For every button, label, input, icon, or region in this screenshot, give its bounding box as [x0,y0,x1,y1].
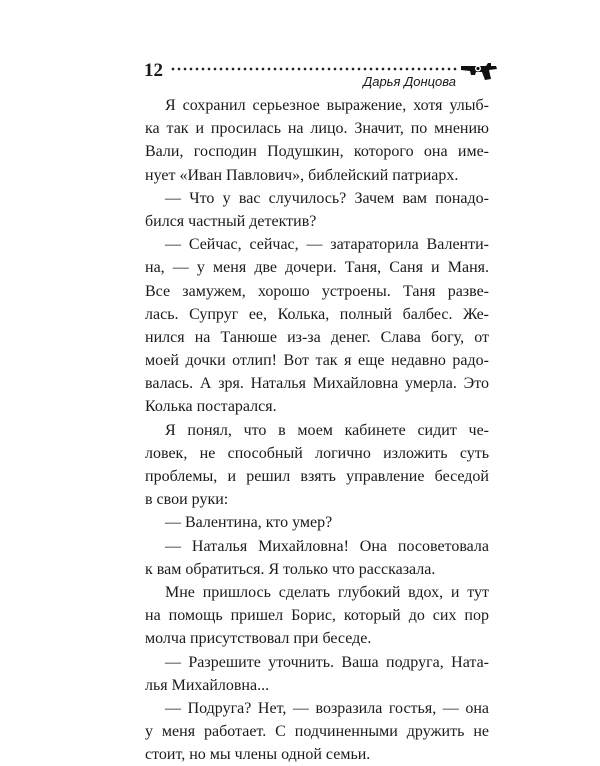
paragraph [145,419,489,512]
paragraph [145,233,489,419]
paragraph [145,581,489,651]
revolver-icon [458,58,500,82]
text-line: лья Михайловна... [145,676,270,694]
text-line: у меня работает. С подчиненными дружить не [145,723,489,741]
text-line: бился частный детектив? [145,212,317,230]
text-line: Я понял, что в моем кабинете сидит че- [165,421,489,439]
paragraph [145,697,489,766]
text-line: — Разрешите уточнить. Ваша подруга, Ната- [165,653,489,671]
running-header [144,58,500,88]
text-line: моей дочки отлип! Вот так я еще недавно радо- [145,352,489,370]
paragraph [145,535,489,581]
text-line: молча присутствовал при беседе. [145,630,372,648]
text-line: Колька постарался. [145,398,277,416]
book-page-body [145,94,489,766]
paragraph [145,187,489,233]
paragraph [145,511,489,534]
text-line: Я сохранил серьезное выражение, хотя улыб- [165,97,489,114]
text-line: Мне пришлось сделать глубокий вдох, и тут [165,583,489,601]
text-line: — Сейчас, сейчас, — затараторила Валенти- [165,236,489,254]
paragraph [145,651,489,697]
text-line: нует «Иван Павлович», библейский патриарх. [145,166,459,184]
text-line: валась. А зря. Наталья Михайловна умерла. Это [145,375,489,393]
page-number: 12 [144,60,163,81]
text-line: Все замужем, хорошо устроены. Таня разве- [145,282,489,300]
text-line: ка так и просилась на лицо. Значит, по мнению [145,120,489,138]
text-line: на, — у меня две дочери. Таня, Саня и Маня. [145,259,489,277]
paragraph [145,94,489,187]
text-line: — Валентина, кто умер? [165,514,333,532]
text-line: в свои руки: [145,491,229,509]
dotted-leader [170,67,458,71]
author-name: Дарья Донцова [363,74,456,89]
text-line: на помощь пришел Борис, который до сих пор [145,607,489,625]
text-line: ловек, не способный логично изложить суть [145,444,489,462]
text-line: стоит, но мы члены одной семьи. [145,746,371,764]
text-line: — Что у вас случилось? Зачем вам понадо- [165,189,489,207]
text-line: проблемы, и решил взять управление беседой [145,468,489,485]
text-line: Вали, господин Подушкин, которого она име- [145,143,489,161]
text-line: лась. Супруг ее, Колька, полный балбес. Же- [145,305,489,323]
text-line: — Наталья Михайловна! Она посоветовала [165,537,489,555]
text-line: нился на Танюше из-за денег. Слава богу, от [145,328,489,346]
text-line: — Подруга? Нет, — возразила гостья, — она [165,699,489,717]
text-line: к вам обратиться. Я только что рассказала. [145,560,436,578]
